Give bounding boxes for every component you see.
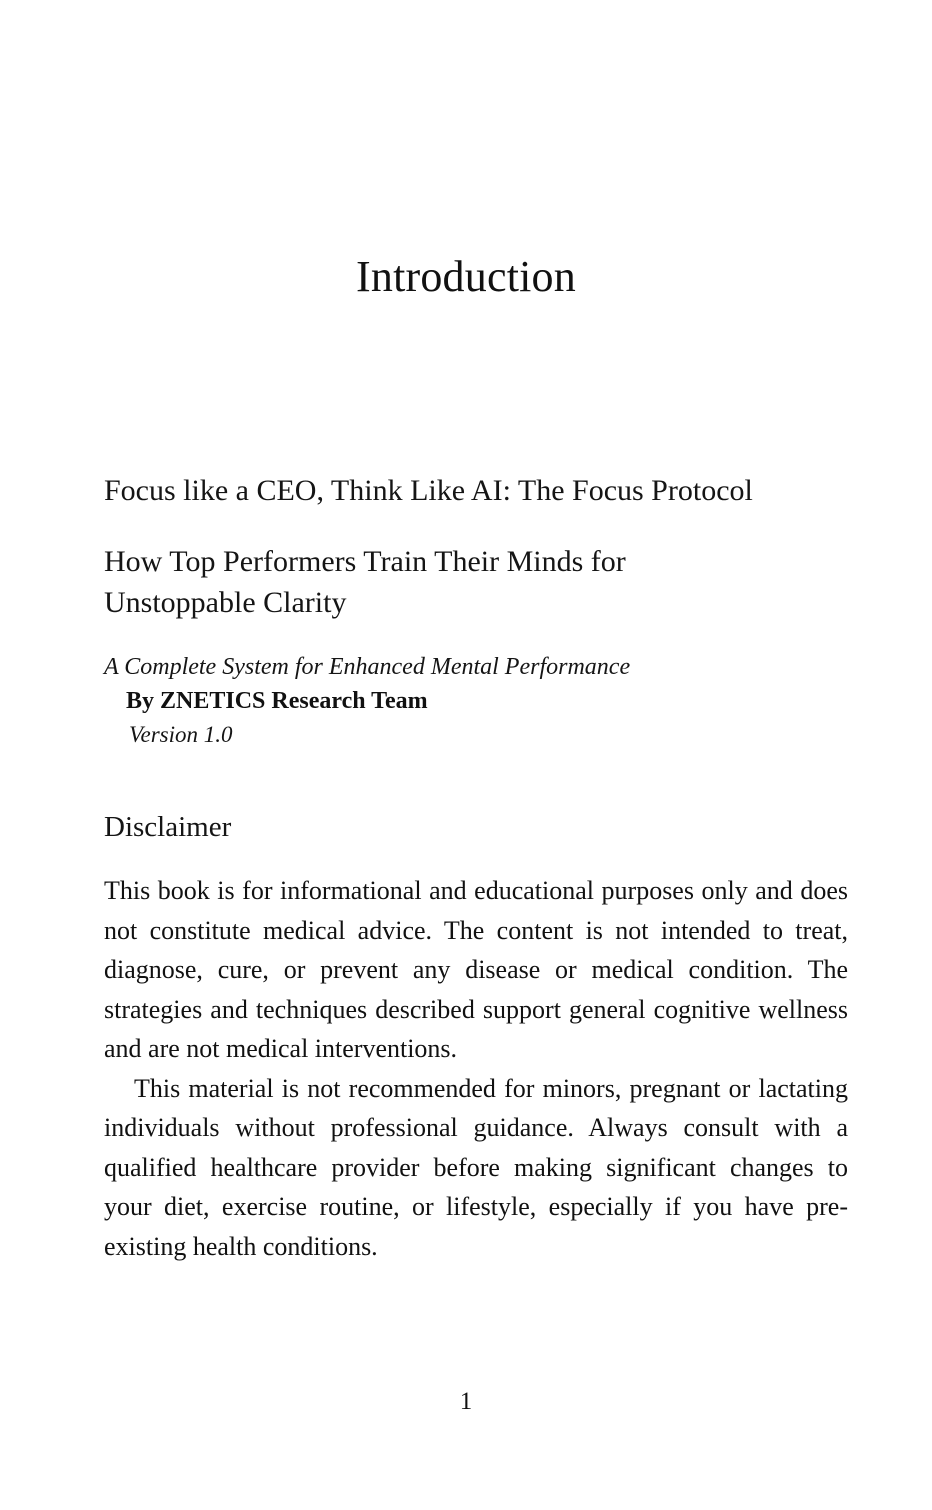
page-number: 1	[459, 1388, 473, 1415]
author-byline: By ZNETICS Research Team	[126, 688, 428, 714]
disclaimer-paragraph-1: This book is for informational and educational purposes only and does not constitute medical advice. The content is not intended to treat, diagnose, cure, or prevent any disease or medical condition. The strategies and techniques described support general cognitive wellness and are not medical interventions.	[104, 876, 848, 1063]
book-tagline: A Complete System for Enhanced Mental Performance	[104, 654, 631, 680]
version-label: Version 1.0	[129, 722, 233, 747]
chapter-title: Introduction	[356, 252, 576, 302]
disclaimer-paragraph-2: This material is not recommended for minors, pregnant or lactating individuals without professional guidance. Always consult with a qualified healthcare provider before making significant changes to your diet, exercise routine, or lifestyle, especially if you have pre-existing health conditions.	[104, 1073, 848, 1261]
book-subtitle: How Top Performers Train Their Minds for Unstoppable Clarity	[104, 545, 626, 619]
disclaimer-heading: Disclaimer	[104, 811, 232, 843]
book-title: Focus like a CEO, Think Like AI: The Focus Protocol	[104, 474, 753, 507]
page-content	[104, 470, 848, 1266]
